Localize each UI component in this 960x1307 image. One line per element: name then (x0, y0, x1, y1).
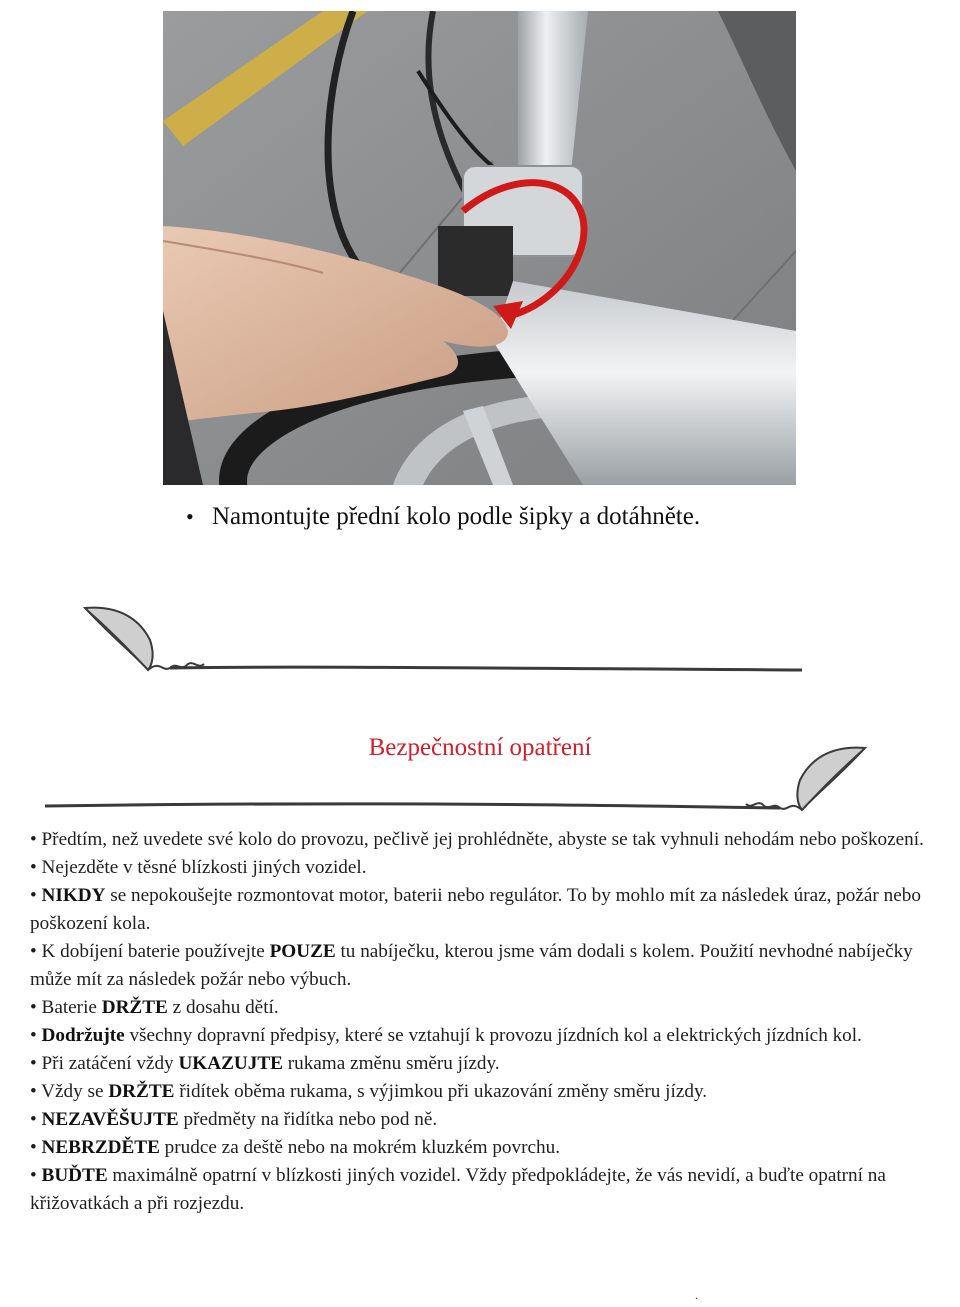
safety-item-text: maximálně opatrní v blízkosti jiných vozidel. Vždy předpokládejte, že vás nevidí, a buďte opatrní na křižovatkách a při rozjezdu. (30, 1165, 886, 1214)
safety-item-text: Baterie (41, 997, 102, 1018)
safety-item: • K dobíjení baterie používejte POUZE tu nabíječku, kterou jsme vám dodali s kolem. Použití nevhodné nabíječky může mít za následek požár nebo výbuch. (30, 941, 913, 990)
safety-item-emphasis: DRŽTE (108, 1081, 175, 1102)
assembly-photo (163, 11, 796, 485)
bullet-marker: • (186, 504, 194, 529)
safety-item-emphasis: DRŽTE (101, 997, 168, 1018)
safety-list (30, 826, 945, 1218)
safety-item-text: z dosahu dětí. (167, 997, 279, 1018)
safety-item: • BUĎTE maximálně opatrní v blízkosti jiných vozidel. Vždy předpokládejte, že vás nevidí, a buďte opatrní na křižovatkách a při rozjezdu. (30, 1165, 886, 1214)
safety-item-emphasis: UKAZUJTE (178, 1053, 283, 1074)
decorative-divider-bottom (40, 740, 870, 825)
decorative-divider-top (80, 600, 805, 685)
footer-mark: . (695, 1288, 698, 1302)
safety-item-text: řidítek oběma rukama, s výjimkou při ukazování změny směru jízdy. (174, 1081, 708, 1102)
safety-item-text: Vždy se (41, 1081, 109, 1102)
safety-item-text: Při zatáčení vždy (41, 1053, 179, 1074)
safety-item: • Vždy se DRŽTE řidítek oběma rukama, s výjimkou při ukazování změny směru jízdy. (30, 1081, 708, 1102)
safety-item-text: všechny dopravní předpisy, které se vztahují k provozu jízdních kol a elektrických jízdních kol. (124, 1025, 862, 1046)
safety-item-emphasis: Dodržujte (41, 1025, 125, 1046)
safety-item-emphasis: POUZE (269, 941, 336, 962)
safety-item: • NEBRZDĚTE prudce za deště nebo na mokrém kluzkém povrchu. (30, 1137, 561, 1158)
safety-item-text: Předtím, než uvedete své kolo do provozu, pečlivě jej prohlédněte, abyste se tak vyhnuli nehodám nebo poškození. (41, 829, 924, 850)
safety-item: • Baterie DRŽTE z dosahu dětí. (30, 997, 279, 1018)
caption-text: Namontujte přední kolo podle šipky a dotáhněte. (212, 503, 701, 530)
safety-item-text: K dobíjení baterie používejte (41, 941, 270, 962)
safety-item-emphasis: NIKDY (41, 885, 106, 906)
section-title: Bezpečnostní opatření (368, 734, 592, 761)
safety-item-text: Nejezděte v těsné blízkosti jiných vozidel. (41, 857, 367, 878)
safety-item: • Při zatáčení vždy UKAZUJTE rukama změnu směru jízdy. (30, 1053, 500, 1074)
safety-item-emphasis: NEBRZDĚTE (41, 1137, 160, 1158)
safety-item-text: prudce za deště nebo na mokrém kluzkém povrchu. (159, 1137, 561, 1158)
safety-item: • Dodržujte všechny dopravní předpisy, které se vztahují k provozu jízdních kol a elektrických jízdních kol. (30, 1025, 862, 1046)
safety-item-text: rukama změnu směru jízdy. (282, 1053, 500, 1074)
safety-item: • Nejezděte v těsné blízkosti jiných vozidel. (30, 857, 367, 878)
safety-item: • Předtím, než uvedete své kolo do provozu, pečlivě jej prohlédněte, abyste se tak vyhnuli nehodám nebo poškození. (30, 829, 924, 850)
safety-item: • NEZAVĚŠUJTE předměty na řidítka nebo pod ně. (30, 1109, 438, 1130)
safety-item-emphasis: NEZAVĚŠUJTE (41, 1109, 179, 1130)
safety-item-emphasis: BUĎTE (41, 1165, 108, 1186)
safety-item: • NIKDY se nepokoušejte rozmontovat motor, baterii nebo regulátor. To by mohlo mít za následek úraz, požár nebo poškození kola. (30, 885, 921, 934)
safety-item-text: se nepokoušejte rozmontovat motor, baterii nebo regulátor. To by mohlo mít za následek úraz, požár nebo poškození kola. (30, 885, 921, 934)
safety-item-text: předměty na řidítka nebo pod ně. (178, 1109, 438, 1130)
safety-item-text: tu nabíječku, kterou jsme vám dodali s kolem. Použití nevhodné nabíječky může mít za následek požár nebo výbuch. (30, 941, 913, 990)
